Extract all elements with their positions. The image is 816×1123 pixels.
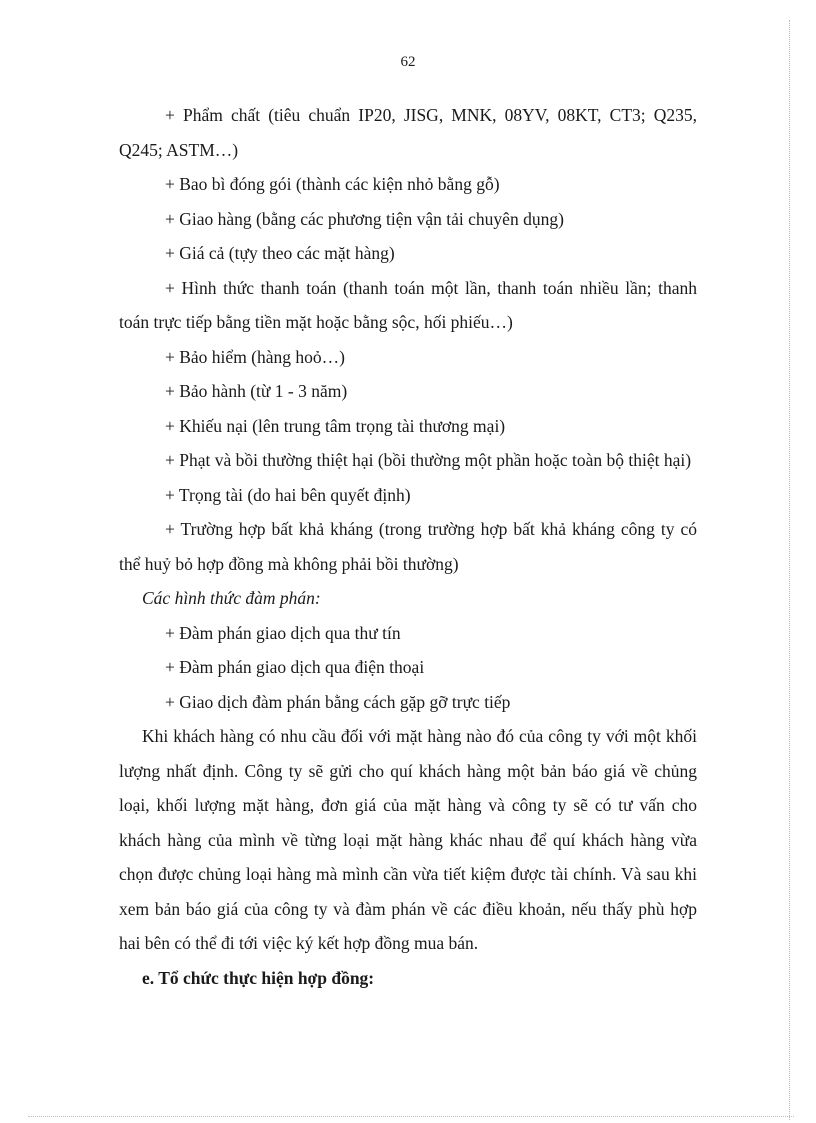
negotiation-heading: Các hình thức đàm phán: (142, 588, 321, 608)
list-item-arbitration: + Trọng tài (do hai bên quyết định) (165, 484, 411, 505)
body-paragraph: Khi khách hàng có nhu cầu đối với mặt hàng nào đó của công ty với một khối lượng nhất định. Công ty sẽ gửi cho quí khách hàng một bản báo giá về chủng loại, khối lượng mặt hàng, đơn giá của mặt hàng và công ty sẽ có tư vấn cho khách hàng của mình về từng loại mặt hàng khác nhau để quí khách hàng vừa chọn được chủng loại hàng mà mình cần vừa tiết kiệm được tài chính. Và sau khi xem bản báo giá của công ty và đàm phán về các điều khoản, nếu thấy phù hợp hai bên có thể đi tới việc ký kết hợp đồng mua bán. (119, 726, 697, 953)
negotiation-item-mail: + Đàm phán giao dịch qua thư tín (165, 622, 401, 643)
page-edge-bottom (28, 1116, 794, 1117)
list-item-delivery: + Giao hàng (bằng các phương tiện vận tải chuyên dụng) (165, 208, 564, 229)
negotiation-item-phone: + Đàm phán giao dịch qua điện thoại (165, 657, 425, 677)
document-body (119, 98, 697, 995)
list-item-warranty: + Bảo hành (từ 1 - 3 năm) (165, 381, 348, 401)
list-item-complaint: + Khiếu nại (lên trung tâm trọng tài thương mại) (165, 415, 506, 436)
negotiation-item-direct: + Giao dịch đàm phán bằng cách gặp gỡ trực tiếp (165, 691, 511, 712)
list-item-insurance: + Bảo hiểm (hàng hoỏ…) (165, 346, 345, 367)
page-number: 62 (400, 54, 416, 70)
section-heading: e. Tổ chức thực hiện hợp đồng: (142, 967, 375, 988)
list-item-price: + Giá cả (tựy theo các mặt hàng) (165, 243, 395, 263)
list-item-force-majeure: + Trường hợp bất khả kháng (trong trường hợp bất khả kháng công ty có thể huỷ bỏ hợp đồng mà không phải bồi thường) (119, 519, 697, 574)
list-item-payment: + Hình thức thanh toán (thanh toán một lần, thanh toán nhiều lần; thanh toán trực tiếp bằng tiền mặt hoặc bằng sộc, hối phiếu…) (119, 277, 697, 332)
list-item-quality: + Phẩm chất (tiêu chuẩn IP20, JISG, MNK, 08YV, 08KT, CT3; Q235, Q245; ASTM…) (119, 105, 697, 160)
list-item-packaging: + Bao bì đóng gói (thành các kiện nhỏ bằng gỗ) (165, 174, 500, 194)
list-item-penalty: + Phạt và bồi thường thiệt hại (bồi thường một phần hoặc toàn bộ thiệt hại) (165, 450, 692, 470)
page-edge-right (789, 20, 790, 1120)
